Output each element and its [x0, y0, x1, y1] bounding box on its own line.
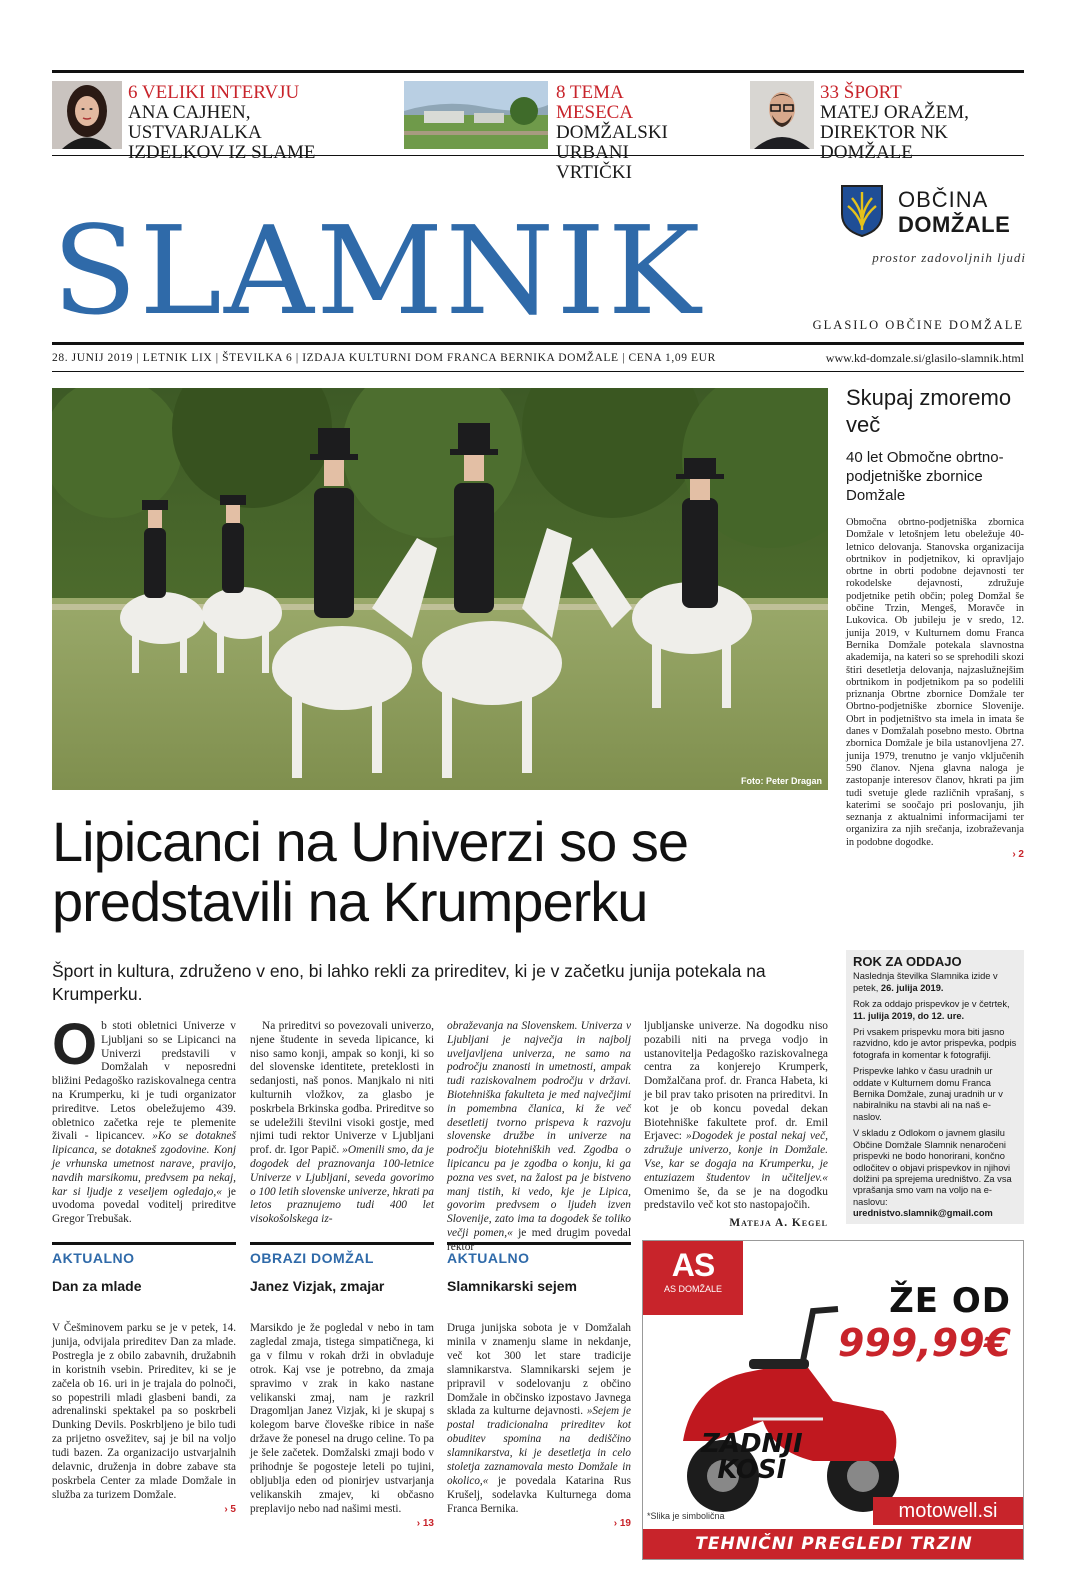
teaser-sport[interactable]: [750, 81, 1024, 163]
teaser-line: DIREKTOR NK DOMŽALE: [820, 122, 948, 163]
story-text: Druga junijska sobota je v Domžalah minila v znamenju slame in nekdanje, več kot 300 let stare tradicije slamnikarstva. Slamnikarski sejem je pripravil v sodelovanju z občino Domžale in občinsko izpostavo Javnega sklada za kulturne dejavnosti.: [447, 1322, 631, 1418]
story-quote: »Sejem je postal tradicionalna prireditev kot obuditev spomina na dediščino slamnikarstva, ki je desetletja in celo stoletja zaznamovala mesto Domžale in okolico,«: [447, 1405, 631, 1487]
article-quote: »Ko se dotakneš lipicanca, se dotakneš zgodovine. Konj je vrhunska umetnost narave, pravijo, navdih marsikomu, predvsem pa nekaj, kar si ljudje z veseljem ogledajo,«: [52, 1130, 236, 1198]
article-text: ljubljanske univerze. Na dogodku niso pozabili niti na prvega vodjo in ustanovitelja Pedagoško raziskovalnega centra za konjerejo Krumperk, Domžalčana prof. dr. Franca Habeta, ki je bil prav tako prisoten na prireditvi. In kot je ob koncu povedal dekan Biotehniške fakultete prof. dr. Emil Erjavec:: [644, 1020, 828, 1143]
section-label: AKTUALNO: [52, 1242, 236, 1266]
page-ref[interactable]: › 5: [224, 1503, 236, 1515]
ad-price: 999,99€: [837, 1321, 1011, 1365]
page-ref[interactable]: › 2: [1012, 849, 1024, 861]
article-quote: obraževanja na Slovenskem. Univerza v Ljubljani je največja in najbolj uveljavljena univerza, ne samo na področju znanosti in umetnosti, ampak tudi raziskovalnem področju v državi. Biotehniška fakulteta je med največjimi in pomembna članica, ki že več desetletij tvorno prispeva k razvoju slovenske družbe in univerze na področju biotehniških ved. Zgodba o lipicancu pa je zgodba o konju, ki ga pozna ves svet, na žalost pa je bistveno manj tistih, ki vedo, kje je Lipica, govorim predvsem o ljudeh izven Slovenije, zato ima ta dogodek še toliko večji pomen,«: [447, 1020, 631, 1239]
sidebar-body: Območna obrtno-podjetniška zbornica Domžale v letošnjem letu obeležuje 40-letnico delovanja. Stanovska organizacija obrtnikov in podjetnikov, ki opravljajo obrtne in obrti podobne dejavnosti ter rokodelske dejavnosti, združuje podjetnike petih občin; poleg Domžal še občine Trzin, Mengeš, Moravče in Lukovica. Ob jubileju je v sredo, 12. junija 2019, v Kulturnem domu Franca Bernika Domžale potekala slavnostna akademija, na kateri so se sprehodili skozi štiri desetletja delovanja, najzaslužnejšim obrtnikom in podjetnikom pa so podelili priznanja Obrtne zbornice Domžale ter Obrtno-podjetniške zbornice Slovenije. Obrt in podjetništvo sta imela in imata še danes v Domžalah posebno mesto. Obrtna zbornica Domžale je bila ustanovljena 27. junija 1979, trenutno je vanjo vključenih 590 članov. Njena glavna naloga je zastopanje interesov članov, hkrati pa jim tudi svetuje glede različnih vprašanj, s katerimi se soočajo pri poslovanju, jih seznanja z aktualnimi informacijami ter organizira za njih srečanja, izobraževanja in podobne dogodke.: [846, 517, 1024, 848]
article-column-4: [644, 1020, 828, 1231]
article-text: je med drugim povedal rektor: [447, 1226, 631, 1253]
deadline-text: V skladu z Odlokom o javnem glasilu Občine Domžale Slamnik nenaročeni prispevki ne bodo honorirani, končno odločitev o objavi prispevkov in njihovi dolžini pa sprejema uredništvo. Za vsa vprašanja smo vam na voljo na e-naslovu:: [853, 1128, 1012, 1207]
story-body: [250, 1322, 434, 1531]
ad-note: *Slika je simbolična: [647, 1511, 725, 1521]
issue-info: 28. JUNIJ 2019 | LETNIK LIX | ŠTEVILKA 6 | IZDAJA KULTURNI DOM FRANCA BERNIKA DOMŽALE | CENA 1,09 EUR: [52, 352, 716, 364]
teaser-line: MATEJ ORAŽEM,: [820, 102, 969, 123]
article-text: b stoti obletnici Univerze v Ljubljani so se Lipicanci na Univerzi predstavili v Domžalah v neposredni bližini Pedagoško raziskovalnega centra na Krumperku, ki je tudi organizator prireditve. Letos obeležujemo 439. obletnico začetka reje te plemenite živali - lipicancev.: [52, 1020, 236, 1143]
headline-line1: Lipicanci na Univerzi so se: [52, 810, 688, 873]
teaser-num: 33: [820, 82, 839, 103]
deadline-date: 26. julija 2019.: [880, 982, 944, 993]
photo-credit: Foto: Peter Dragan: [740, 776, 822, 786]
ad-brand: AS: [671, 1247, 715, 1283]
article-text: je uvodoma povedal voditelj prireditve Gregor Trebušak.: [52, 1185, 236, 1226]
masthead-title: SLAMNIK: [52, 200, 703, 342]
teaser-row: [52, 70, 1024, 183]
deadline-text: Rok za oddajo prispevkov je v četrtek,: [853, 999, 1010, 1010]
scooter-image: [653, 1301, 913, 1521]
ad-promo: [701, 1431, 803, 1483]
masthead-subtitle: GLASILO OBČINE DOMŽALE: [812, 318, 1024, 332]
main-headline: [52, 812, 828, 932]
teaser-category: TEMA MESECA: [556, 82, 634, 123]
lead-paragraph: Šport in kultura, združeno v eno, bi lahko rekli za prireditev, ki je v začetku junija potekala na Krumperku.: [52, 961, 766, 1004]
ad-price-label: ŽE OD: [889, 1281, 1011, 1321]
portrait-man-image: [750, 81, 814, 149]
story-title[interactable]: Dan za mlade: [52, 1278, 142, 1294]
article-column-2: [250, 1020, 434, 1227]
ad-site[interactable]: motowell.si: [873, 1497, 1023, 1525]
municipality-logo: [840, 182, 1026, 276]
teaser-line: IZDELKOV IZ SLAME: [128, 142, 316, 163]
story-body: [52, 1322, 236, 1517]
website-link[interactable]: www.kd-domzale.si/glasilo-slamnik.html: [825, 351, 1024, 365]
ad-footer: TEHNIČNI PREGLEDI TRZIN: [643, 1529, 1024, 1559]
portrait-woman-image: [52, 81, 122, 149]
ad-promo-line: ZADNJI: [701, 1429, 803, 1459]
scooter-ad[interactable]: [642, 1240, 1024, 1560]
teaser-line: ANA CAJHEN, USTVARJALKA: [128, 102, 262, 143]
article-column-1: [52, 1012, 236, 1227]
article-author: Mateja A. Kegel: [729, 1217, 828, 1230]
teaser-category: ŠPORT: [843, 82, 902, 103]
coat-of-arms-icon: [840, 184, 884, 238]
logo-line2: DOMŽALE: [898, 212, 1011, 237]
logo-line1: OBČINA: [898, 187, 989, 212]
dropcap: O: [52, 1012, 98, 1077]
teaser-line: DOMŽALSKI: [556, 122, 668, 143]
teaser-interview[interactable]: [52, 81, 372, 163]
teaser-topic[interactable]: [404, 81, 704, 183]
teaser-line: URBANI VRTIČKI: [556, 142, 632, 183]
sidebar-title: Skupaj zmoremo več: [846, 385, 1012, 437]
dateline: [52, 342, 1024, 372]
section-label: AKTUALNO: [447, 1242, 631, 1266]
headline-line2: predstavili na Krumperku: [52, 870, 648, 933]
page-ref[interactable]: › 13: [416, 1517, 434, 1529]
teaser-num: 6: [128, 82, 138, 103]
page-ref[interactable]: › 19: [613, 1517, 631, 1529]
teaser-category: VELIKI INTERVJU: [141, 82, 300, 103]
deadline-title: ROK ZA ODDAJO: [853, 954, 962, 969]
ad-brand-sub: AS DOMŽALE: [663, 1284, 722, 1294]
story-text: V Češminovem parku se je v petek, 14. junija, odvijala prireditev Dan za mlade. Postregla je z obilo zabavnih, družabnih in koristnih vsebin. Prireditev, ki se je začela ob 16. uri in je trajala do polnoči, so popestrili mladi glasbeni bandi, za adrenalinski spektakel pa so poskrbeli Dunking Devils. Poskrbljeno je bilo tudi za prijetno osvežitev, saj je bil na voljo tudi bazen. Za organizacijo ustvarjalnih delavnic, druženja in dobre zabave sta poskrbela Center za mlade Domžale in služba za turizem Domžale.: [52, 1322, 236, 1501]
story-text: je povedala Katarina Rus Krušelj, sodelavka Kulturnega doma Franca Bernika.: [447, 1474, 632, 1515]
deadline-date: 11. julija 2019, do 12. ure.: [853, 1010, 965, 1021]
story-body: [447, 1322, 631, 1531]
deadline-text: Naslednja številka Slamnika izide v petek,: [853, 971, 998, 993]
ad-promo-line: KOSI: [717, 1455, 787, 1485]
sidebar-article: [846, 384, 1024, 860]
gardens-image: [404, 81, 548, 149]
teaser-num: 8: [556, 82, 566, 103]
story-text: Marsikdo je že pogledal v nebo in tam zagledal zmaja, tistega simpatičnega, ki ga v filmu v rokah drži in obvladuje otrok. Kaj vse je potrebno, da zmaja spravimo v zrak in kako nastane velikanski zmaj, nam je razkril Dragomljan Janez Vizjak, ki je skupaj s kolegom barve človeške ribice in naše države že ponesel na drugo celine. To pa je šele začetek. Domžalski zmaji bodo v prihodnje še pogosteje leteli po tujini, obljublja eden od pionirjev ustvarjanja velikanskih zmajev, ki občasno preplavijo nebo nad našimi mesti.: [250, 1322, 434, 1515]
story-title[interactable]: Slamnikarski sejem: [447, 1278, 577, 1294]
deadline-text: Pri vsakem prispevku mora biti jasno razvidno, kdo je avtor prispevka, podpis fotografa in komentar k fotografiji.: [853, 1027, 1017, 1060]
article-quote: »Omenili smo, da je dogodek del praznovanja 100-letnice Univerze v Ljubljani, seveda govorimo o 100 letih slovenske univerze, hkrati pa letos praznujemo tudi 400 let visokošolskega iz-: [250, 1144, 434, 1226]
logo-slogan: prostor zadovoljnih ljudi: [872, 250, 1026, 265]
section-label: OBRAZI DOMŽAL: [250, 1242, 434, 1266]
sidebar-subtitle: 40 let Območne obrtno-podjetniške zbornice Domžale: [846, 449, 1004, 504]
article-quote: »Dogodek je postal nekaj več, združuje univerzo, konje in Domžale. Vse, kar se dogaja na Krumperku, je entuziazem študentov in učiteljev.«: [644, 1130, 828, 1184]
deadline-text: Prispevke lahko v času uradnih ur oddate v Kulturnem domu Franca Bernika Domžale, zunaj uradnih ur v nabiralniku na stavbi ali na naš e-naslov.: [853, 1066, 1003, 1122]
article-text: Na prireditvi so povezovali univerzo, njene študente in seveda lipicance, ki niso samo konji, ampak so konji, ki so del slovenske identitete, preteklosti in sedanjosti, naš ponos. Manjkalo ni niti kulturnih vložkov, za glasbo je poskrbela Brkinska godba. Prireditve so se udeležili številni visoki gostje, med njimi tudi rektor Univerze v Ljubljani prof. dr. Igor Papič.: [250, 1020, 434, 1157]
hero-photo: [52, 388, 828, 790]
deadline-box: [846, 950, 1024, 1224]
article-text: Omenimo še, da se je na dogodku predstavilo več kot sto nastopajočih.: [644, 1185, 828, 1212]
story-title[interactable]: Janez Vizjak, zmajar: [250, 1278, 385, 1294]
article-column-3: [447, 1020, 631, 1255]
email-link[interactable]: urednistvo.slamnik@gmail.com: [853, 1208, 993, 1219]
